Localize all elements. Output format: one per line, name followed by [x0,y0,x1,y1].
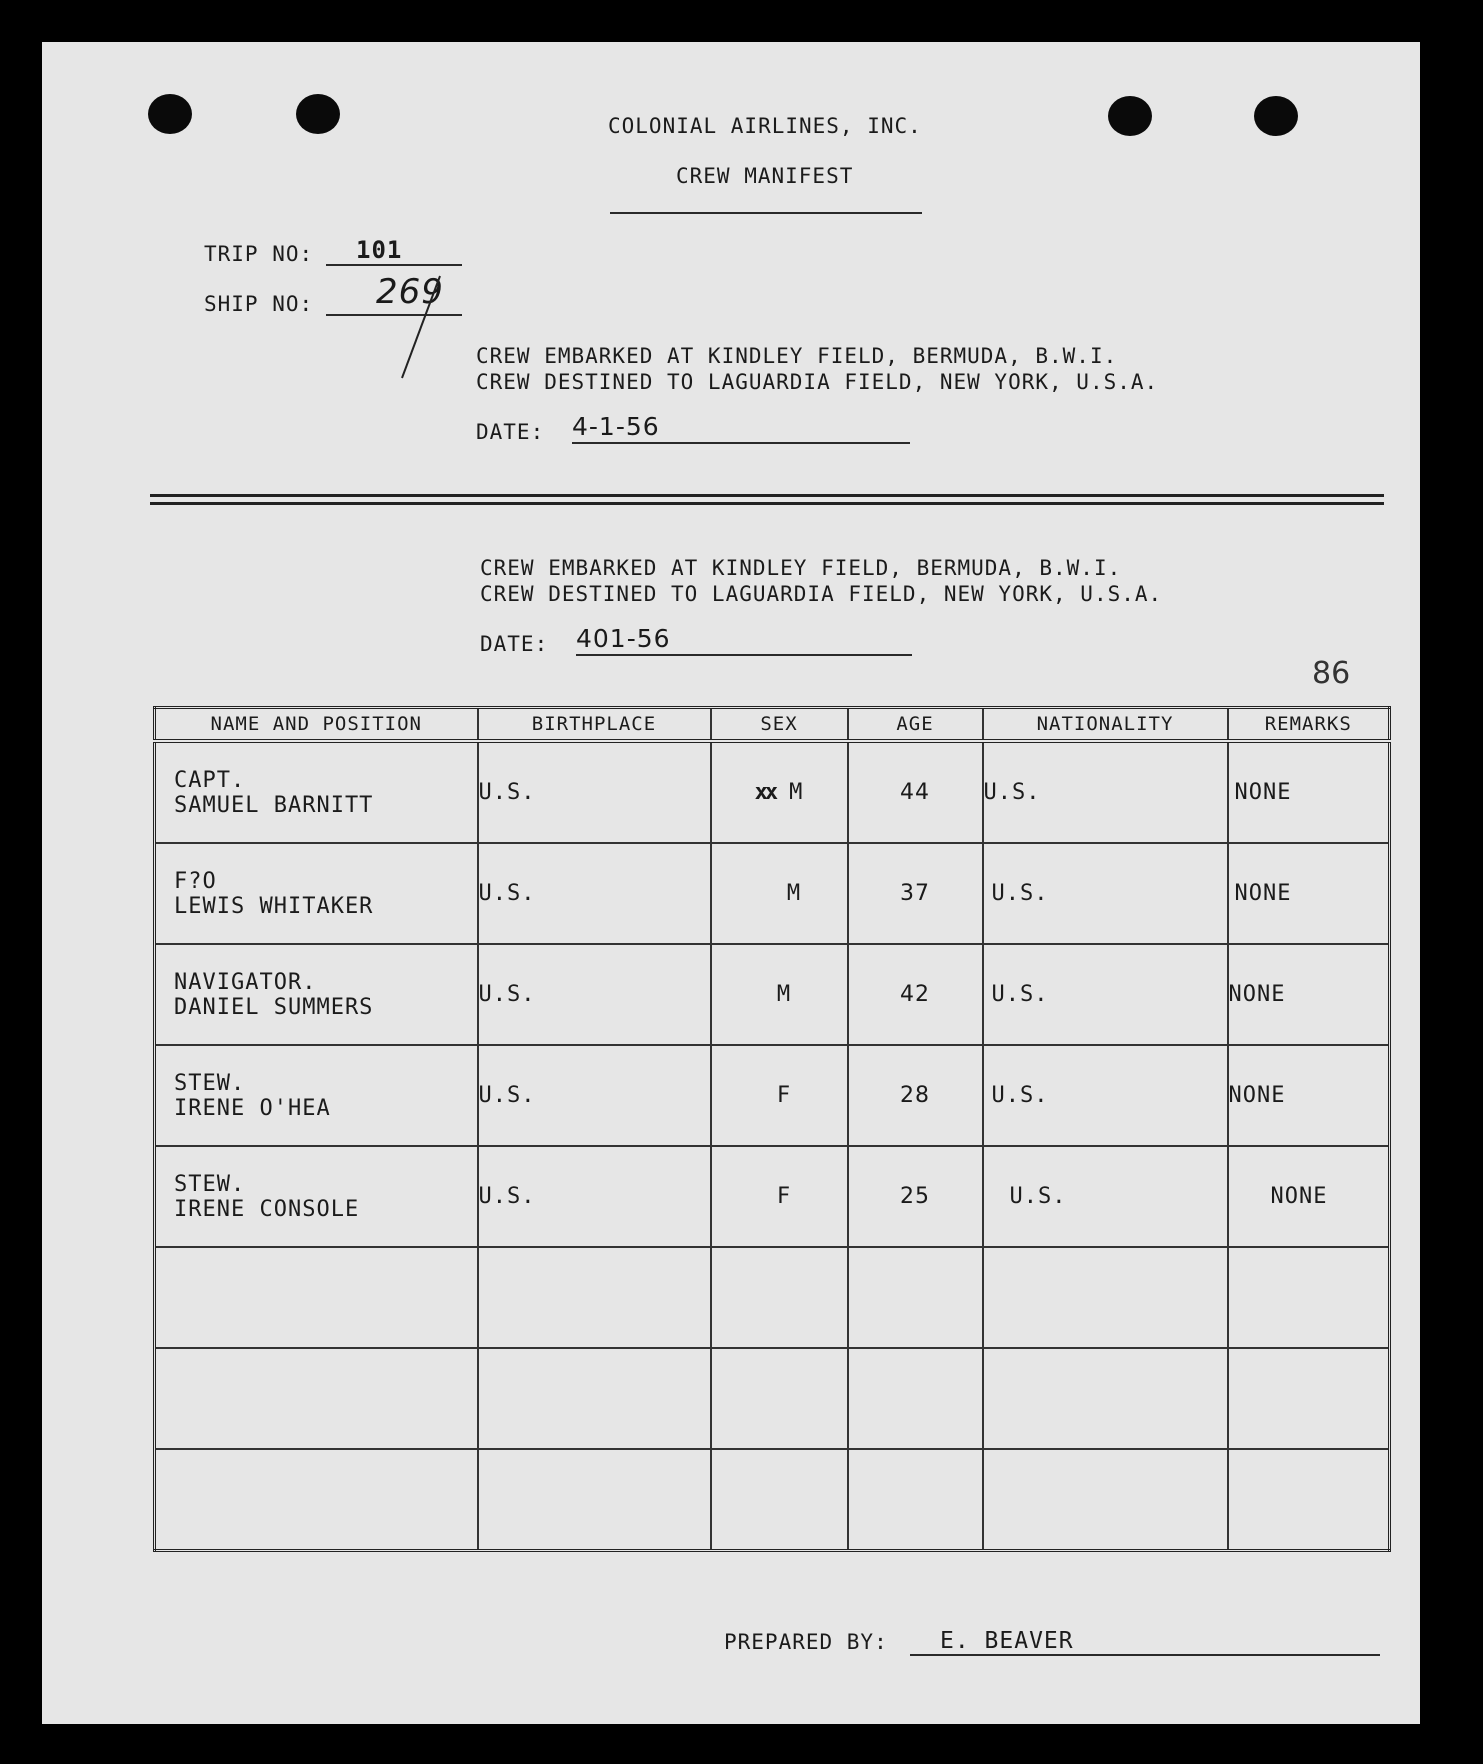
top-destined: CREW DESTINED TO LAGUARDIA FIELD, NEW YORK, U.S.A. [476,370,1159,394]
form-title: CREW MANIFEST [676,164,854,188]
nationality-cell: U.S. [983,1045,1228,1146]
crew-position: STEW. [174,1171,246,1197]
top-embarked: CREW EMBARKED AT KINDLEY FIELD, BERMUDA, B.W.I. [476,344,1118,368]
sex-value: F [776,1083,792,1108]
crew-position: CAPT. [174,767,246,793]
remarks-cell: NONE [1228,843,1390,944]
name-position-cell [155,741,478,843]
age-cell: 25 [848,1146,983,1247]
remarks-cell: NONE [1228,944,1390,1045]
ship-label: SHIP NO: [204,292,314,316]
table-row [155,1146,1390,1247]
trip-label: TRIP NO: [204,242,314,266]
nationality-cell: U.S. [983,1146,1228,1247]
punch-hole [296,94,340,134]
struck-out-text: xx [754,780,776,805]
punch-hole [148,94,192,134]
sex-cell [711,944,848,1045]
age-cell: 44 [848,741,983,843]
header-sex: SEX [711,708,848,742]
crew-table [153,706,1391,1552]
crew-position: STEW. [174,1070,246,1096]
prepared-by-name: E. BEAVER [940,1628,1074,1654]
birthplace-cell: U.S. [478,1146,711,1247]
empty-table-row [155,1247,1390,1348]
header-birthplace: BIRTHPLACE [478,708,711,742]
ship-number: 269 [376,272,444,312]
sex-value: M [776,982,792,1007]
company-name: COLONIAL AIRLINES, INC. [608,114,922,138]
title-underline [610,212,922,214]
crew-name: SAMUEL BARNITT [174,792,374,818]
nationality-cell: U.S. [983,741,1228,843]
section-divider [150,502,1384,505]
crew-position: F?O [174,868,217,894]
nationality-cell: U.S. [983,843,1228,944]
header-age: AGE [848,708,983,742]
table-row [155,944,1390,1045]
age-cell: 37 [848,843,983,944]
name-position-cell [155,1045,478,1146]
name-position-cell [155,944,478,1045]
header-remarks: REMARKS [1228,708,1390,742]
prepared-underline [910,1654,1380,1656]
birthplace-cell: U.S. [478,1045,711,1146]
crew-name: IRENE O'HEA [174,1095,331,1121]
table-row [155,741,1390,843]
name-position-cell [155,843,478,944]
age-cell: 42 [848,944,983,1045]
top-date-label: DATE: [476,420,545,444]
table-header-row [155,708,1390,742]
section-divider [150,494,1384,497]
crew-name: DANIEL SUMMERS [174,994,374,1020]
pen-mark [392,270,452,390]
trip-number: 101 [356,236,403,264]
sex-cell [711,741,848,843]
birthplace-cell: U.S. [478,944,711,1045]
punch-hole [1108,96,1152,136]
birthplace-cell: U.S. [478,843,711,944]
table-row [155,1045,1390,1146]
name-position-cell [155,1146,478,1247]
header-name-position: NAME AND POSITION [155,708,478,742]
remarks-cell: NONE [1228,741,1390,843]
page-number: 86 [1312,656,1351,691]
sex-value: F [776,1184,792,1209]
trip-underline [326,264,462,266]
birthplace-cell: U.S. [478,741,711,843]
punch-hole [1254,96,1298,136]
age-cell: 28 [848,1045,983,1146]
remarks-cell: NONE [1228,1146,1390,1247]
empty-table-row [155,1449,1390,1551]
crew-position: NAVIGATOR. [174,969,317,995]
sex-cell [711,1045,848,1146]
top-date-value: 4-1-56 [572,412,660,441]
header-nationality: NATIONALITY [983,708,1228,742]
nationality-cell: U.S. [983,944,1228,1045]
crew-name: LEWIS WHITAKER [174,893,374,919]
crew-name: IRENE CONSOLE [174,1196,360,1222]
bottom-destined: CREW DESTINED TO LAGUARDIA FIELD, NEW YORK, U.S.A. [480,582,1163,606]
prepared-label: PREPARED BY: [724,1630,888,1654]
remarks-cell: NONE [1228,1045,1390,1146]
sex-cell [711,1146,848,1247]
empty-table-row [155,1348,1390,1449]
bottom-date-underline [576,654,912,656]
bottom-embarked: CREW EMBARKED AT KINDLEY FIELD, BERMUDA, B.W.I. [480,556,1122,580]
sex-value: M [786,881,802,906]
top-date-underline [572,442,910,444]
sex-cell [711,843,848,944]
sex-value: M [789,780,804,805]
bottom-date-value: 401-56 [576,624,671,653]
bottom-date-label: DATE: [480,632,549,656]
table-row [155,843,1390,944]
